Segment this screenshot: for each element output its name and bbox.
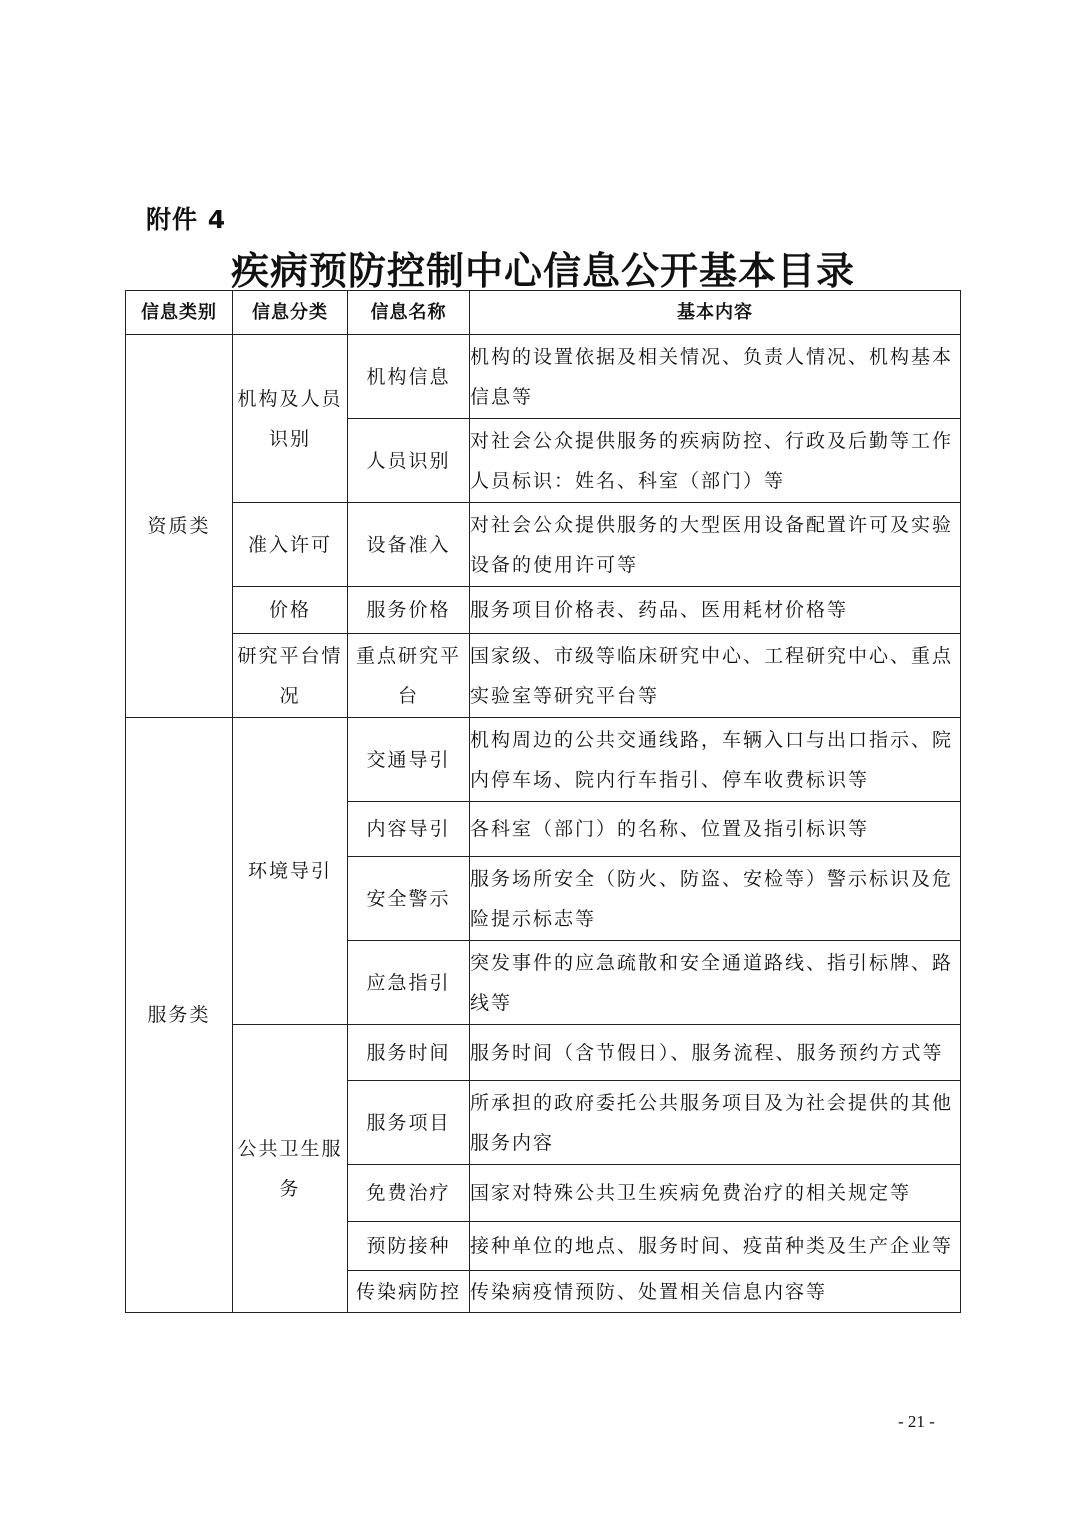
content-cell: 国家对特殊公共卫生疾病免费治疗的相关规定等 — [470, 1165, 961, 1222]
subcategory-cell: 环境导引 — [233, 718, 348, 1025]
content-cell: 对社会公众提供服务的疾病防控、行政及后勤等工作人员标识：姓名、科室（部门）等 — [470, 419, 961, 503]
item-name-cell: 内容导引 — [348, 802, 470, 857]
item-name-cell: 设备准入 — [348, 503, 470, 587]
table-row — [126, 587, 961, 634]
content-cell: 机构的设置依据及相关情况、负责人情况、机构基本信息等 — [470, 335, 961, 419]
item-name-cell: 机构信息 — [348, 335, 470, 419]
table-row — [126, 335, 961, 419]
subcategory-cell: 价格 — [233, 587, 348, 634]
document-title: 疾病预防控制中心信息公开基本目录 — [230, 248, 855, 293]
table-row — [126, 718, 961, 802]
content-cell: 国家级、市级等临床研究中心、工程研究中心、重点实验室等研究平台等 — [470, 634, 961, 718]
item-name-cell: 传染病防控 — [348, 1271, 470, 1313]
item-name-cell: 免费治疗 — [348, 1165, 470, 1222]
content-cell: 服务时间（含节假日）、服务流程、服务预约方式等 — [470, 1025, 961, 1081]
content-cell: 所承担的政府委托公共服务项目及为社会提供的其他服务内容 — [470, 1081, 961, 1165]
info-catalog-table — [125, 290, 961, 1313]
subcategory-cell: 准入许可 — [233, 503, 348, 587]
content-cell: 传染病疫情预防、处置相关信息内容等 — [470, 1271, 961, 1313]
item-name-cell: 安全警示 — [348, 857, 470, 941]
table-row — [126, 503, 961, 587]
item-name-cell: 预防接种 — [348, 1222, 470, 1271]
content-cell: 接种单位的地点、服务时间、疫苗种类及生产企业等 — [470, 1222, 961, 1271]
item-name-cell: 服务价格 — [348, 587, 470, 634]
content-cell: 服务场所安全（防火、防盗、安检等）警示标识及危险提示标志等 — [470, 857, 961, 941]
subcategory-cell: 公共卫生服务 — [233, 1025, 348, 1313]
content-cell: 机构周边的公共交通线路，车辆入口与出口指示、院内停车场、院内行车指引、停车收费标识等 — [470, 718, 961, 802]
content-cell: 服务项目价格表、药品、医用耗材价格等 — [470, 587, 961, 634]
table-row — [126, 1025, 961, 1081]
item-name-cell: 人员识别 — [348, 419, 470, 503]
table-row — [126, 634, 961, 718]
table-header-row — [126, 291, 961, 335]
header-item-name: 信息名称 — [348, 291, 470, 335]
content-cell: 突发事件的应急疏散和安全通道路线、指引标牌、路线等 — [470, 941, 961, 1025]
item-name-cell: 服务项目 — [348, 1081, 470, 1165]
subcategory-cell: 机构及人员识别 — [233, 335, 348, 503]
item-name-cell: 重点研究平台 — [348, 634, 470, 718]
item-name-cell: 交通导引 — [348, 718, 470, 802]
category-cell: 资质类 — [126, 335, 233, 718]
item-name-cell: 服务时间 — [348, 1025, 470, 1081]
item-name-cell: 应急指引 — [348, 941, 470, 1025]
content-cell: 各科室（部门）的名称、位置及指引标识等 — [470, 802, 961, 857]
header-category: 信息类别 — [126, 291, 233, 335]
category-cell: 服务类 — [126, 718, 233, 1313]
header-subcategory: 信息分类 — [233, 291, 348, 335]
header-content: 基本内容 — [470, 291, 961, 335]
content-cell: 对社会公众提供服务的大型医用设备配置许可及实验设备的使用许可等 — [470, 503, 961, 587]
subcategory-cell: 研究平台情况 — [233, 634, 348, 718]
attachment-label: 附件 4 — [146, 205, 227, 234]
page-number: - 21 - — [898, 1412, 935, 1431]
